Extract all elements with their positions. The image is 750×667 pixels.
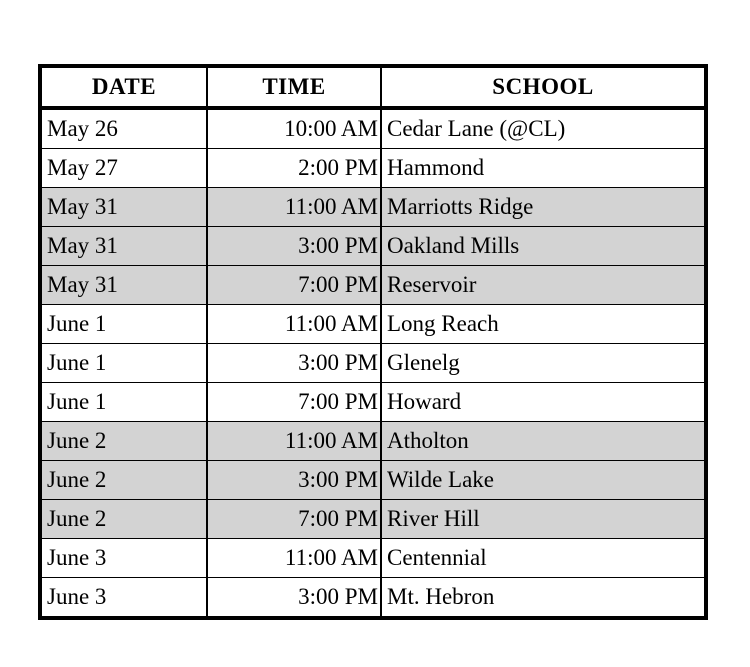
game-time: 7:00 PM	[207, 500, 381, 539]
column-header-school: SCHOOL	[381, 66, 706, 108]
column-header-date: DATE	[40, 66, 207, 108]
game-time: 11:00 AM	[207, 422, 381, 461]
table-row	[40, 461, 706, 500]
game-school: Marriotts Ridge	[381, 188, 706, 227]
game-time: 11:00 AM	[207, 539, 381, 578]
column-header-time: TIME	[207, 66, 381, 108]
game-date: June 3	[40, 539, 207, 578]
table-body	[40, 108, 706, 618]
game-school: Oakland Mills	[381, 227, 706, 266]
game-time: 2:00 PM	[207, 149, 381, 188]
game-date: June 2	[40, 422, 207, 461]
game-school: Atholton	[381, 422, 706, 461]
game-date: May 26	[40, 108, 207, 149]
game-time: 3:00 PM	[207, 578, 381, 619]
game-date: June 1	[40, 344, 207, 383]
game-date: June 2	[40, 461, 207, 500]
game-time: 7:00 PM	[207, 266, 381, 305]
game-school: Mt. Hebron	[381, 578, 706, 619]
game-date: May 31	[40, 227, 207, 266]
game-school: River Hill	[381, 500, 706, 539]
game-time: 11:00 AM	[207, 188, 381, 227]
table-row	[40, 305, 706, 344]
game-date: May 27	[40, 149, 207, 188]
table-row	[40, 227, 706, 266]
game-school: Hammond	[381, 149, 706, 188]
game-time: 3:00 PM	[207, 461, 381, 500]
game-school: Long Reach	[381, 305, 706, 344]
game-school: Reservoir	[381, 266, 706, 305]
table-row	[40, 108, 706, 149]
game-date: June 2	[40, 500, 207, 539]
table-row	[40, 188, 706, 227]
game-date: May 31	[40, 266, 207, 305]
table-row	[40, 422, 706, 461]
game-school: Glenelg	[381, 344, 706, 383]
game-school: Centennial	[381, 539, 706, 578]
table-row	[40, 578, 706, 619]
table-row	[40, 344, 706, 383]
game-date: June 3	[40, 578, 207, 619]
game-time: 10:00 AM	[207, 108, 381, 149]
game-school: Wilde Lake	[381, 461, 706, 500]
game-school: Howard	[381, 383, 706, 422]
schedule-table-container	[38, 64, 704, 620]
game-time: 11:00 AM	[207, 305, 381, 344]
game-date: May 31	[40, 188, 207, 227]
game-school: Cedar Lane (@CL)	[381, 108, 706, 149]
table-row	[40, 383, 706, 422]
game-time: 7:00 PM	[207, 383, 381, 422]
table-row	[40, 149, 706, 188]
table-row	[40, 266, 706, 305]
table-row	[40, 500, 706, 539]
schedule-table	[38, 64, 708, 620]
game-time: 3:00 PM	[207, 227, 381, 266]
table-row	[40, 539, 706, 578]
game-date: June 1	[40, 383, 207, 422]
game-time: 3:00 PM	[207, 344, 381, 383]
table-header	[40, 66, 706, 108]
table-header-row	[40, 66, 706, 108]
game-date: June 1	[40, 305, 207, 344]
